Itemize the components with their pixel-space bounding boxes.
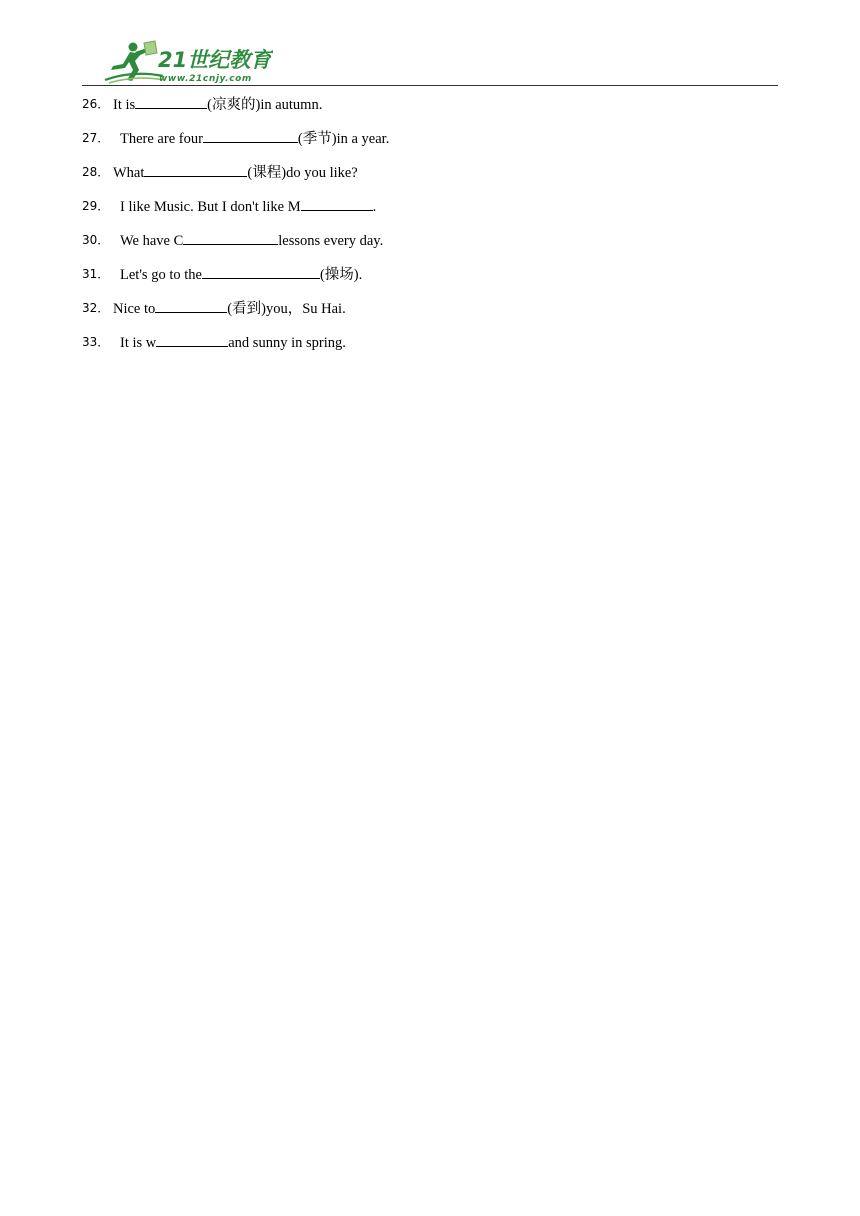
question-text	[120, 127, 389, 150]
question-text	[120, 331, 346, 354]
question-item	[82, 229, 772, 263]
answer-blank	[155, 297, 227, 313]
question-prefix: Nice to	[113, 301, 156, 317]
question-suffix: (课程)do you like?	[247, 165, 358, 181]
question-item	[82, 161, 772, 195]
question-text	[120, 263, 362, 286]
header-divider	[82, 85, 778, 86]
logo-url: www.21cnjy.com	[159, 74, 252, 84]
answer-blank	[135, 93, 207, 109]
question-text	[113, 161, 358, 184]
question-item	[82, 93, 772, 127]
question-suffix: (看到)you，Su Hai.	[227, 301, 346, 317]
page-header	[0, 0, 860, 90]
question-list	[82, 93, 772, 365]
question-suffix: (凉爽的)in autumn.	[207, 97, 323, 113]
question-suffix: lessons every day.	[278, 233, 384, 249]
question-suffix: (季节)in a year.	[297, 131, 390, 147]
question-number: 28．	[82, 165, 110, 179]
answer-blank	[202, 263, 320, 279]
question-text	[120, 195, 376, 218]
question-suffix: (操场).	[319, 267, 363, 283]
answer-blank	[203, 127, 298, 143]
question-number: 30．	[82, 233, 110, 247]
question-number: 26．	[82, 97, 110, 111]
question-prefix: It is w	[120, 335, 157, 351]
answer-blank	[156, 331, 228, 347]
question-prefix: What	[113, 165, 145, 181]
question-text	[113, 93, 322, 116]
question-item	[82, 331, 772, 365]
question-item	[82, 263, 772, 297]
answer-blank	[183, 229, 278, 245]
logo-title: 21世纪教育	[158, 48, 272, 72]
answer-blank	[301, 195, 373, 211]
question-prefix: We have C	[120, 233, 184, 249]
question-number: 27．	[82, 131, 110, 145]
question-number: 29．	[82, 199, 110, 213]
question-item	[82, 297, 772, 331]
question-number: 32．	[82, 301, 110, 315]
question-text	[120, 229, 383, 252]
question-number: 31．	[82, 267, 110, 281]
runner-icon	[105, 41, 165, 83]
question-text	[113, 297, 346, 320]
logo	[103, 40, 273, 86]
question-prefix: Let's go to the	[120, 267, 202, 283]
question-prefix: It is	[113, 97, 136, 113]
question-prefix: I like Music. But I don't like M	[120, 199, 301, 215]
answer-blank	[144, 161, 247, 177]
question-item	[82, 195, 772, 229]
question-item	[82, 127, 772, 161]
question-suffix: and sunny in spring.	[228, 335, 346, 351]
question-prefix: There are four	[120, 131, 203, 147]
question-suffix: .	[372, 199, 377, 215]
question-number: 33．	[82, 335, 110, 349]
